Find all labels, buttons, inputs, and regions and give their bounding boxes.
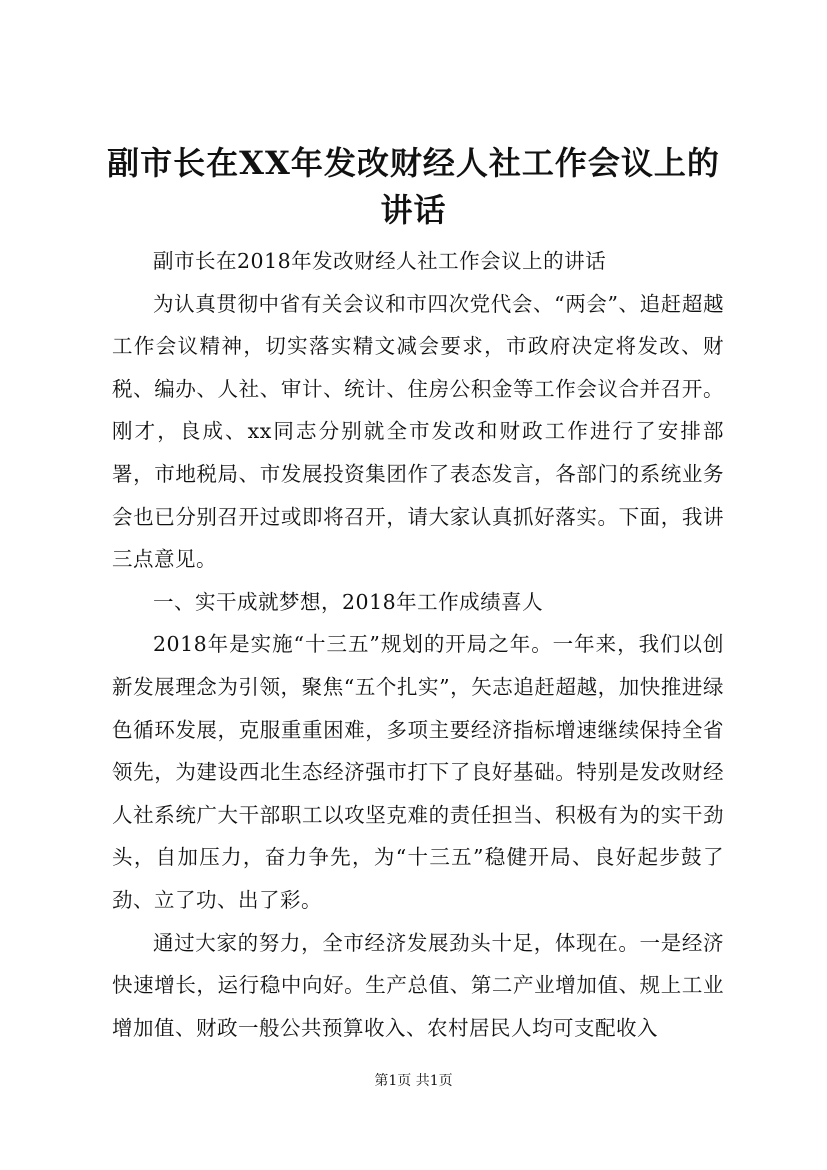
paragraph-achievements: 通过大家的努力，全市经济发展劲头十足，体现在。一是经济快速增长，运行稳中向好。生产总值、第二产业增加值、规上工业增加值、财政一般公共预算收入、农村居民人均可支配收入 bbox=[112, 930, 724, 1040]
paragraph-2018-review: 2018年是实施“十三五”规划的开局之年。一年来，我们以创新发展理念为引领，聚焦“五个扎实”，矢志追赶超越，加快推进绿色循环发展，克服重重困难，多项主要经济指标增速继续保持全省领先，为建设西北生态经济强市打下了良好基础。特别是发改财经人社系统广大干部职工以攻坚克难的责任担当、积极有为的实干劲头，自加压力，奋力争先，为“十三五”稳健开局、良好起步鼓了劲、立了功、出了彩。 bbox=[112, 632, 724, 912]
document-body bbox=[112, 240, 724, 1049]
section-heading-1: 一、实干成就梦想，2018年工作成绩喜人 bbox=[153, 589, 544, 614]
paragraph-intro: 为认真贯彻中省有关会议和市四次党代会、“两会”、追赶超越工作会议精神，切实落实精文减会要求，市政府决定将发改、财税、编办、人社、审计、统计、住房公积金等工作会议合并召开。刚才，良成、xx同志分别就全市发改和财政工作进行了安排部署，市地税局、市发展投资集团作了表态发言，各部门的系统业务会也已分别召开过或即将召开，请大家认真抓好落实。下面，我讲三点意见。 bbox=[112, 291, 724, 572]
document-title: 副市长在XX年发改财经人社工作会议上的讲话 bbox=[107, 144, 720, 229]
page-footer: 第1页 共1页 bbox=[374, 1073, 453, 1089]
paragraph-subtitle: 副市长在2018年发改财经人社工作会议上的讲话 bbox=[153, 249, 607, 273]
